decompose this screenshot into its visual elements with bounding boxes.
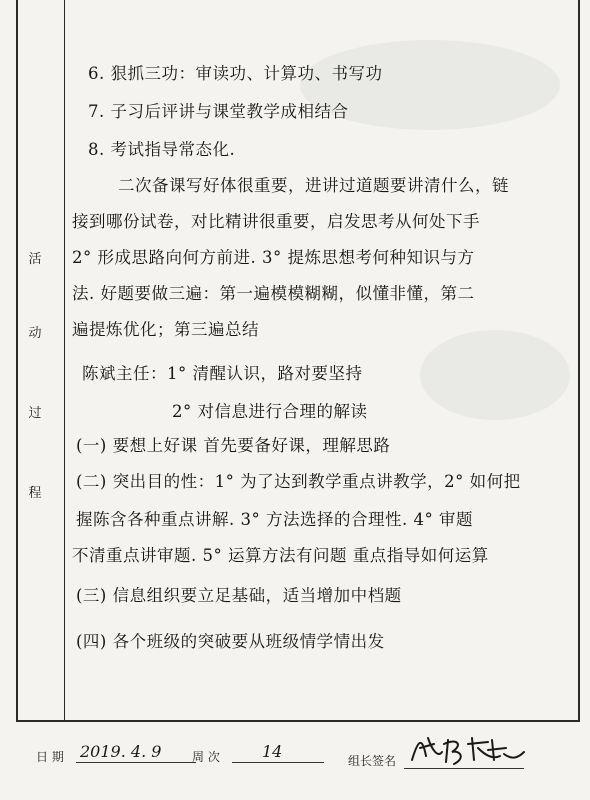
content-line: (一) 要想上好课 首先要备好课，理解思路 [76,436,391,455]
content-line: 二次备课写好体很重要，进讲过道题要讲清什么，链 [118,176,509,195]
date-label: 日 期 [36,750,64,764]
content-line: 不清重点讲审题. 5° 运算方法有问题 重点指导如何运算 [72,546,489,565]
section-label-char: 活 [28,252,42,267]
section-label-char: 程 [28,486,42,501]
content-line: 遍提炼优化；第三遍总结 [72,320,259,339]
section-label-char: 过 [28,406,42,421]
content-line: 接到哪份试卷，对比精讲很重要，启发思考从何处下手 [72,212,480,231]
content-line: 7. 子习后评讲与课堂教学成相结合 [88,102,349,121]
signature-label: 组长签名 [348,754,397,768]
week-value: 14 [262,742,283,761]
content-line: (四) 各个班级的突破要从班级情学情出发 [76,632,385,651]
content-line: 6. 狠抓三功：审读功、计算功、书写功 [88,64,383,83]
week-underline [232,762,324,763]
week-label: 周 次 [192,750,220,764]
content-line: 法. 好题要做三遍：第一遍模模糊糊，似懂非懂，第二 [72,284,475,303]
signature-underline [404,768,524,769]
content-line: 8. 考试指导常态化. [88,140,236,159]
handwritten-signature [408,730,528,770]
content-line: 陈斌主任：1° 清醒认识，路对要坚持 [82,364,363,383]
section-label-char: 动 [28,326,42,341]
content-line: 握陈含各种重点讲解. 3° 方法选择的合理性. 4° 审题 [76,510,473,529]
content-line: (三) 信息组织要立足基础，适当增加中档题 [76,586,402,605]
date-underline [76,762,196,763]
content-line: 2° 形成思路向何方前进. 3° 提炼思想考何种知识与方 [72,248,475,267]
content-line: 2° 对信息进行合理的解读 [172,402,368,421]
content-line: (二) 突出目的性：1° 为了达到教学重点讲教学，2° 如何把 [76,472,521,491]
date-value: 2019. 4. 9 [80,742,162,761]
section-label-column [16,0,65,720]
